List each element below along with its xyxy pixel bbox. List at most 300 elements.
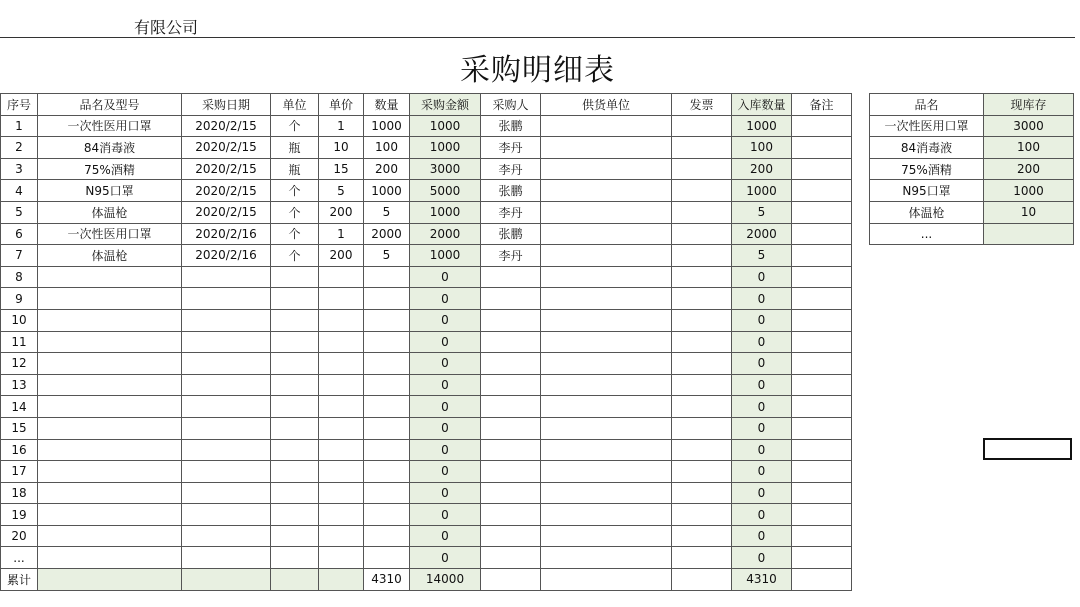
table-cell[interactable] (672, 353, 732, 375)
table-cell[interactable] (38, 374, 182, 396)
table-cell[interactable] (541, 266, 672, 288)
table-cell[interactable]: 20 (1, 525, 38, 547)
table-cell[interactable]: 5 (364, 245, 410, 267)
table-cell[interactable] (672, 461, 732, 483)
table-cell[interactable]: 3000 (984, 115, 1074, 137)
table-cell[interactable]: 李丹 (481, 201, 541, 223)
table-cell[interactable] (672, 482, 732, 504)
table-cell[interactable] (364, 439, 410, 461)
table-cell[interactable]: 体温枪 (870, 201, 984, 223)
table-cell[interactable]: 2000 (364, 223, 410, 245)
table-cell[interactable] (792, 396, 852, 418)
table-cell[interactable] (481, 396, 541, 418)
table-cell[interactable] (541, 461, 672, 483)
table-cell[interactable]: 0 (410, 417, 481, 439)
table-cell[interactable] (541, 137, 672, 159)
table-cell[interactable] (672, 504, 732, 526)
table-cell[interactable] (364, 331, 410, 353)
table-cell[interactable] (672, 439, 732, 461)
table-cell[interactable]: 0 (732, 266, 792, 288)
selected-cell[interactable] (983, 438, 1072, 460)
table-cell[interactable] (792, 374, 852, 396)
table-cell[interactable]: 0 (410, 353, 481, 375)
table-cell[interactable]: 李丹 (481, 137, 541, 159)
table-cell[interactable] (271, 266, 319, 288)
table-cell[interactable]: 一次性医用口罩 (38, 115, 182, 137)
stock-row (870, 158, 1074, 180)
table-cell[interactable] (38, 482, 182, 504)
table-cell[interactable]: 张鹏 (481, 180, 541, 202)
table-cell[interactable] (271, 504, 319, 526)
table-cell[interactable] (364, 353, 410, 375)
table-cell[interactable]: 2020/2/15 (182, 115, 271, 137)
table-cell[interactable] (271, 482, 319, 504)
table-cell[interactable]: 4310 (732, 569, 792, 591)
table-cell[interactable]: 1000 (410, 201, 481, 223)
table-cell[interactable] (182, 525, 271, 547)
table-cell[interactable]: 7 (1, 245, 38, 267)
table-cell[interactable] (672, 180, 732, 202)
table-cell[interactable] (182, 374, 271, 396)
table-cell[interactable]: 一次性医用口罩 (38, 223, 182, 245)
table-cell[interactable] (541, 439, 672, 461)
table-cell[interactable] (672, 525, 732, 547)
table-cell[interactable]: ... (1, 547, 38, 569)
table-cell[interactable] (541, 158, 672, 180)
table-cell[interactable] (271, 525, 319, 547)
table-cell[interactable] (38, 461, 182, 483)
table-cell[interactable] (481, 439, 541, 461)
table-cell[interactable] (271, 461, 319, 483)
table-cell[interactable]: 0 (410, 482, 481, 504)
table-cell[interactable] (672, 245, 732, 267)
table-cell[interactable]: 单价 (319, 94, 364, 116)
table-cell[interactable] (792, 504, 852, 526)
table-cell[interactable] (541, 288, 672, 310)
table-cell[interactable] (38, 353, 182, 375)
table-cell[interactable] (271, 353, 319, 375)
table-cell[interactable]: 9 (1, 288, 38, 310)
table-cell[interactable]: 200 (319, 201, 364, 223)
table-cell[interactable] (182, 396, 271, 418)
table-cell[interactable]: 2020/2/16 (182, 245, 271, 267)
table-cell[interactable]: 1000 (364, 115, 410, 137)
table-cell[interactable]: 1000 (364, 180, 410, 202)
table-cell[interactable]: 6 (1, 223, 38, 245)
table-cell[interactable]: 3000 (410, 158, 481, 180)
table-cell[interactable]: 0 (410, 396, 481, 418)
table-cell[interactable] (541, 245, 672, 267)
table-cell[interactable]: 供货单位 (541, 94, 672, 116)
table-cell[interactable] (792, 331, 852, 353)
table-cell[interactable]: 5 (732, 245, 792, 267)
table-cell[interactable] (672, 417, 732, 439)
table-cell[interactable]: 8 (1, 266, 38, 288)
table-cell[interactable] (672, 309, 732, 331)
table-cell[interactable]: 84消毒液 (870, 137, 984, 159)
table-cell[interactable] (38, 417, 182, 439)
table-cell[interactable] (319, 353, 364, 375)
table-cell[interactable]: 5 (1, 201, 38, 223)
table-cell[interactable]: 2000 (410, 223, 481, 245)
table-cell[interactable]: 16 (1, 439, 38, 461)
table-cell[interactable]: 单位 (271, 94, 319, 116)
table-cell[interactable]: 0 (732, 353, 792, 375)
table-cell[interactable]: 0 (732, 288, 792, 310)
table-cell[interactable]: 2020/2/16 (182, 223, 271, 245)
table-cell[interactable]: 0 (732, 482, 792, 504)
table-cell[interactable]: 5 (364, 201, 410, 223)
table-cell[interactable] (319, 547, 364, 569)
table-cell[interactable] (364, 417, 410, 439)
table-cell[interactable]: 0 (410, 461, 481, 483)
table-cell[interactable] (271, 396, 319, 418)
table-cell[interactable] (541, 309, 672, 331)
table-cell[interactable] (481, 331, 541, 353)
table-cell[interactable]: 2020/2/15 (182, 137, 271, 159)
table-cell[interactable] (481, 461, 541, 483)
table-cell[interactable]: 0 (732, 309, 792, 331)
table-cell[interactable]: 12 (1, 353, 38, 375)
table-cell[interactable] (364, 374, 410, 396)
table-cell[interactable] (319, 461, 364, 483)
table-cell[interactable]: 15 (319, 158, 364, 180)
table-cell[interactable] (271, 309, 319, 331)
table-cell[interactable]: 14000 (410, 569, 481, 591)
table-cell[interactable] (792, 482, 852, 504)
stock-row (870, 137, 1074, 159)
table-cell[interactable] (182, 353, 271, 375)
table-cell[interactable] (319, 525, 364, 547)
table-cell[interactable]: 0 (410, 374, 481, 396)
table-cell[interactable] (182, 569, 271, 591)
table-cell[interactable]: 体温枪 (38, 201, 182, 223)
table-cell[interactable] (364, 525, 410, 547)
table-cell[interactable]: 2020/2/15 (182, 180, 271, 202)
table-row (1, 482, 852, 504)
table-cell[interactable] (182, 461, 271, 483)
table-cell[interactable] (364, 461, 410, 483)
table-cell[interactable]: 数量 (364, 94, 410, 116)
table-cell[interactable]: 0 (732, 396, 792, 418)
table-cell[interactable] (541, 504, 672, 526)
table-cell[interactable] (792, 353, 852, 375)
table-cell[interactable]: 200 (364, 158, 410, 180)
table-cell[interactable]: 0 (410, 309, 481, 331)
table-cell[interactable]: 0 (410, 266, 481, 288)
table-row (1, 223, 852, 245)
table-cell[interactable]: 采购日期 (182, 94, 271, 116)
table-cell[interactable]: 10 (319, 137, 364, 159)
table-cell[interactable] (364, 547, 410, 569)
table-cell[interactable]: 0 (732, 331, 792, 353)
table-cell[interactable] (481, 309, 541, 331)
table-cell[interactable] (481, 266, 541, 288)
table-cell[interactable]: 入库数量 (732, 94, 792, 116)
table-cell[interactable] (672, 288, 732, 310)
table-cell[interactable]: 1000 (410, 245, 481, 267)
table-cell[interactable] (792, 439, 852, 461)
table-cell[interactable]: 5 (319, 180, 364, 202)
table-cell[interactable]: 采购金额 (410, 94, 481, 116)
table-cell[interactable] (38, 266, 182, 288)
table-cell[interactable] (319, 482, 364, 504)
table-cell[interactable] (481, 547, 541, 569)
table-cell[interactable] (672, 331, 732, 353)
table-cell[interactable] (984, 223, 1074, 245)
table-cell[interactable]: 品名及型号 (38, 94, 182, 116)
table-cell[interactable]: 0 (732, 547, 792, 569)
table-cell[interactable] (319, 396, 364, 418)
table-cell[interactable]: 0 (732, 374, 792, 396)
table-cell[interactable]: 累计 (1, 569, 38, 591)
table-cell[interactable] (672, 374, 732, 396)
table-cell[interactable] (182, 417, 271, 439)
table-cell[interactable]: 张鹏 (481, 223, 541, 245)
table-cell[interactable] (481, 482, 541, 504)
table-cell[interactable] (541, 223, 672, 245)
table-cell[interactable] (672, 569, 732, 591)
table-cell[interactable]: 个 (271, 115, 319, 137)
table-cell[interactable] (672, 137, 732, 159)
table-cell[interactable] (481, 569, 541, 591)
table-cell[interactable] (481, 504, 541, 526)
table-cell[interactable] (182, 331, 271, 353)
table-cell[interactable]: 李丹 (481, 158, 541, 180)
table-cell[interactable]: 4 (1, 180, 38, 202)
table-cell[interactable]: 11 (1, 331, 38, 353)
table-cell[interactable] (792, 266, 852, 288)
table-cell[interactable] (364, 396, 410, 418)
table-cell[interactable] (271, 569, 319, 591)
table-cell[interactable]: 个 (271, 245, 319, 267)
table-cell[interactable]: 0 (410, 525, 481, 547)
table-cell[interactable] (182, 288, 271, 310)
table-cell[interactable]: 体温枪 (38, 245, 182, 267)
table-cell[interactable] (319, 288, 364, 310)
table-cell[interactable] (481, 374, 541, 396)
table-cell[interactable] (672, 266, 732, 288)
table-cell[interactable] (364, 288, 410, 310)
table-cell[interactable]: 2020/2/15 (182, 201, 271, 223)
table-cell[interactable] (271, 288, 319, 310)
table-cell[interactable] (672, 547, 732, 569)
table-cell[interactable] (541, 417, 672, 439)
table-cell[interactable]: N95口罩 (38, 180, 182, 202)
table-cell[interactable] (541, 115, 672, 137)
table-cell[interactable]: 3 (1, 158, 38, 180)
table-cell[interactable] (792, 288, 852, 310)
table-cell[interactable]: 发票 (672, 94, 732, 116)
table-cell[interactable]: 个 (271, 223, 319, 245)
table-cell[interactable] (182, 266, 271, 288)
table-cell[interactable]: 1000 (732, 180, 792, 202)
table-cell[interactable] (792, 223, 852, 245)
table-cell[interactable] (271, 374, 319, 396)
table-cell[interactable] (792, 547, 852, 569)
table-cell[interactable] (319, 331, 364, 353)
table-cell[interactable] (38, 569, 182, 591)
table-cell[interactable] (672, 223, 732, 245)
table-row (1, 201, 852, 223)
table-cell[interactable]: 张鹏 (481, 115, 541, 137)
table-cell[interactable]: 2000 (732, 223, 792, 245)
table-cell[interactable]: 10 (1, 309, 38, 331)
table-cell[interactable] (792, 137, 852, 159)
table-cell[interactable]: N95口罩 (870, 180, 984, 202)
table-cell[interactable]: 个 (271, 180, 319, 202)
table-cell[interactable] (541, 569, 672, 591)
table-cell[interactable] (481, 417, 541, 439)
table-cell[interactable]: 75%酒精 (870, 158, 984, 180)
table-cell[interactable] (792, 245, 852, 267)
table-cell[interactable] (271, 331, 319, 353)
table-cell[interactable]: 4310 (364, 569, 410, 591)
table-cell[interactable] (271, 417, 319, 439)
table-cell[interactable] (672, 158, 732, 180)
table-cell[interactable]: 品名 (870, 94, 984, 116)
table-cell[interactable]: 13 (1, 374, 38, 396)
table-cell[interactable]: 0 (732, 439, 792, 461)
table-cell[interactable]: 1000 (410, 137, 481, 159)
table-cell[interactable]: 84消毒液 (38, 137, 182, 159)
table-cell[interactable]: 0 (732, 417, 792, 439)
table-cell[interactable] (672, 201, 732, 223)
table-cell[interactable] (481, 353, 541, 375)
table-cell[interactable]: 100 (364, 137, 410, 159)
table-cell[interactable] (364, 309, 410, 331)
table-cell[interactable]: 200 (319, 245, 364, 267)
table-cell[interactable] (182, 547, 271, 569)
table-cell[interactable] (792, 180, 852, 202)
table-cell[interactable] (541, 201, 672, 223)
table-cell[interactable]: 75%酒精 (38, 158, 182, 180)
table-cell[interactable]: 18 (1, 482, 38, 504)
table-cell[interactable] (481, 525, 541, 547)
header-divider (0, 37, 1075, 38)
table-cell[interactable] (38, 439, 182, 461)
table-cell[interactable] (38, 331, 182, 353)
table-cell[interactable]: 5000 (410, 180, 481, 202)
table-cell[interactable]: 0 (732, 525, 792, 547)
table-cell[interactable] (541, 547, 672, 569)
table-cell[interactable] (38, 288, 182, 310)
table-cell[interactable]: 一次性医用口罩 (870, 115, 984, 137)
table-cell[interactable] (271, 547, 319, 569)
table-cell[interactable] (319, 266, 364, 288)
table-cell[interactable] (38, 525, 182, 547)
table-cell[interactable] (541, 353, 672, 375)
table-cell[interactable] (319, 569, 364, 591)
table-cell[interactable] (182, 504, 271, 526)
table-cell[interactable]: 0 (410, 547, 481, 569)
table-cell[interactable]: 采购人 (481, 94, 541, 116)
table-cell[interactable]: 瓶 (271, 137, 319, 159)
table-cell[interactable]: 0 (410, 504, 481, 526)
table-cell[interactable]: 0 (410, 331, 481, 353)
table-cell[interactable] (541, 396, 672, 418)
table-cell[interactable]: 100 (984, 137, 1074, 159)
table-cell[interactable] (481, 288, 541, 310)
table-cell[interactable] (541, 525, 672, 547)
table-cell[interactable]: 15 (1, 417, 38, 439)
table-cell[interactable] (672, 396, 732, 418)
table-cell[interactable]: 备注 (792, 94, 852, 116)
table-cell[interactable] (792, 525, 852, 547)
table-cell[interactable] (364, 482, 410, 504)
table-cell[interactable] (541, 482, 672, 504)
table-cell[interactable] (792, 201, 852, 223)
table-cell[interactable]: 19 (1, 504, 38, 526)
table-cell[interactable] (182, 309, 271, 331)
table-cell[interactable]: 1000 (410, 115, 481, 137)
table-cell[interactable] (271, 439, 319, 461)
table-cell[interactable]: 2 (1, 137, 38, 159)
table-cell[interactable]: 5 (732, 201, 792, 223)
table-row (1, 461, 852, 483)
table-cell[interactable]: 1 (1, 115, 38, 137)
table-cell[interactable]: 1 (319, 115, 364, 137)
table-cell[interactable]: 个 (271, 201, 319, 223)
table-cell[interactable]: 0 (410, 439, 481, 461)
table-cell[interactable] (541, 374, 672, 396)
table-cell[interactable] (182, 482, 271, 504)
table-cell[interactable] (319, 417, 364, 439)
table-cell[interactable] (182, 439, 271, 461)
table-cell[interactable]: 10 (984, 201, 1074, 223)
table-cell[interactable]: 200 (732, 158, 792, 180)
table-cell[interactable] (672, 115, 732, 137)
table-cell[interactable]: 100 (732, 137, 792, 159)
table-cell[interactable] (38, 309, 182, 331)
table-cell[interactable] (319, 504, 364, 526)
table-cell[interactable] (38, 504, 182, 526)
table-cell[interactable] (792, 309, 852, 331)
table-cell[interactable] (364, 504, 410, 526)
table-cell[interactable] (38, 396, 182, 418)
table-cell[interactable] (792, 569, 852, 591)
table-cell[interactable]: 0 (410, 288, 481, 310)
table-cell[interactable] (319, 374, 364, 396)
table-cell[interactable] (792, 461, 852, 483)
table-cell[interactable]: ... (870, 223, 984, 245)
table-cell[interactable] (792, 158, 852, 180)
table-cell[interactable]: 14 (1, 396, 38, 418)
table-cell[interactable]: 0 (732, 504, 792, 526)
table-cell[interactable] (319, 309, 364, 331)
table-cell[interactable]: 0 (732, 461, 792, 483)
table-row (1, 396, 852, 418)
table-cell[interactable]: 瓶 (271, 158, 319, 180)
table-cell[interactable] (541, 331, 672, 353)
table-cell[interactable] (38, 547, 182, 569)
table-row (1, 439, 852, 461)
table-cell[interactable] (364, 266, 410, 288)
table-cell[interactable]: 200 (984, 158, 1074, 180)
table-cell[interactable] (319, 439, 364, 461)
table-cell[interactable]: 1000 (732, 115, 792, 137)
table-cell[interactable] (792, 417, 852, 439)
table-cell[interactable]: 1000 (984, 180, 1074, 202)
table-cell[interactable] (541, 180, 672, 202)
table-cell[interactable]: 17 (1, 461, 38, 483)
table-cell[interactable]: 2020/2/15 (182, 158, 271, 180)
table-cell[interactable]: 1 (319, 223, 364, 245)
table-cell[interactable]: 现库存 (984, 94, 1074, 116)
table-cell[interactable]: 序号 (1, 94, 38, 116)
table-cell[interactable] (792, 115, 852, 137)
table-cell[interactable]: 李丹 (481, 245, 541, 267)
